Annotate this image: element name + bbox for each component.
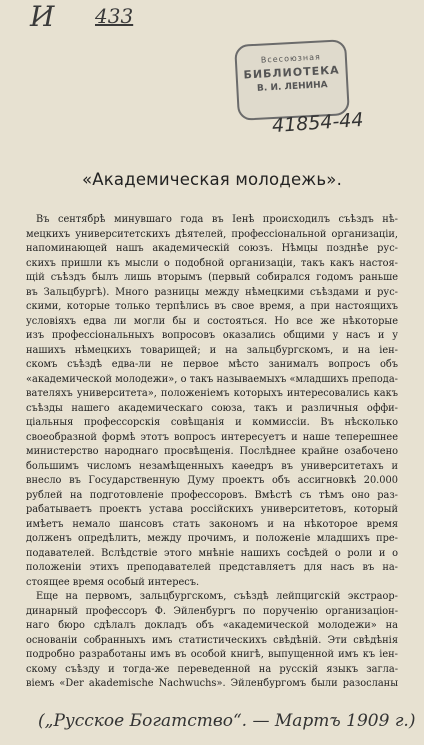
text-line: большимъ числомъ незамѣщенныхъ каѳедръ въ университетахъ и [26,460,398,472]
text-line: вателяхъ университета», положеніемъ которыхъ интересовались какъ [26,388,398,399]
handwritten-letter: И [30,0,57,33]
text-line: рублей на подготовленіе профессоровъ. Вмѣстѣ съ тѣмъ оно раз- [26,489,398,501]
text-line: подробно разработаны имъ въ особой книгѣ, выпущенной имъ къ іен- [26,649,398,660]
text-line: скомъ съѣздѣ едва-ли не первое мѣсто занималъ вопросъ объ [26,359,398,370]
text-line: своеобразной формѣ этотъ вопросъ интересуетъ и наше теперешнее [26,431,398,443]
text-line: въ Зальцбургѣ). Много разницы между нѣмецкими съѣздами и рус- [26,286,398,298]
text-line: имѣетъ немало шансовъ стать закономъ и на нѣкоторое время [26,518,398,530]
text-line: рабатываетъ проектъ устава россійскихъ университетовъ, который [26,504,398,515]
library-stamp [234,39,350,121]
text-line: съѣзды нашего академическаго союза, такъ и различныя оффи- [26,402,398,414]
text-line: «академической молодежи», о такъ называемыхъ «младшихъ препода- [26,373,398,385]
stamp-line-1: Всесоюзная [260,52,322,65]
accession-number: 41854-44 [271,108,365,138]
text-line: щій съѣздъ былъ лишь вторымъ (первый собирался годомъ раньше [26,272,398,283]
text-line: положеніи этихъ преподавателей представляетъ для насъ въ на- [26,562,398,573]
text-line: ціальныя профессорскія совѣщанія и коммиссіи. Въ нѣсколько [26,417,398,428]
text-line: условіяхъ едва ли могли бы и состояться. Но все же нѣкоторые [26,315,398,327]
text-line: віемъ «Der akademische Nachwuchs». Эйленбургомъ были разосланы [26,678,398,689]
text-line: долженъ опредѣлить, между прочимъ, и положеніе младшихъ пре- [26,533,398,544]
text-line: мецкихъ университетскихъ дѣятелей, профессіональной организаціи, [26,228,398,240]
text-line: наго бюро сдѣлалъ докладъ объ «академической молодежи» на [26,620,398,631]
call-number: 433 [95,4,134,28]
text-line: министерство народнаго просвѣщенія. Послѣднее крайне озабочено [26,446,398,457]
text-line: Въ сентябрѣ минувшаго года въ Іенѣ происходилъ съѣздъ нѣ- [36,214,398,225]
text-line: скими, которые только терпѣлись въ свое время, а при настоящихъ [26,301,398,312]
text-line: подавателей. Вслѣдствіе этого мнѣніе нашихъ сосѣдей о роли и о [26,547,398,559]
handwritten-source-note: („Русское Богатство“. — Мартъ 1909 г.) [38,711,416,731]
stamp-line-3: В. И. ЛЕНИНА [256,80,328,94]
article-title: «Академическая молодежь». [81,170,343,189]
text-line: нашихъ нѣмецкихъ товарищей; и на зальцбургскомъ, и на іен- [26,344,398,356]
text-line: основаніи собранныхъ имъ статистическихъ свѣдѣній. Эти свѣдѣнія [26,634,398,646]
text-line: динарный профессоръ Ф. Эйленбургъ по порученію организаціон- [26,605,398,617]
text-line: изъ профессіональныхъ вопросовъ оказались общими у насъ и у [26,330,398,341]
text-line: напоминающей нашъ академическій союзъ. Нѣмцы позднѣе рус- [26,243,398,254]
stamp-line-2: БИБЛИОТЕКА [243,63,340,82]
text-line: внесло въ Государственную Думу проектъ объ ассигновкѣ 20.000 [26,475,398,486]
text-line: скому съѣзду и тогда-же переведенной на русскій языкъ загла- [26,663,398,675]
article-body [26,213,398,692]
text-line: скихъ пришли къ мысли о подобной организаціи, такъ какъ настоя- [26,257,398,269]
text-line: стоящее время особый интересъ. [26,576,200,588]
text-line: Еще на первомъ, зальцбургскомъ, съѣздѣ лейпцигскій экстраор- [36,591,398,602]
